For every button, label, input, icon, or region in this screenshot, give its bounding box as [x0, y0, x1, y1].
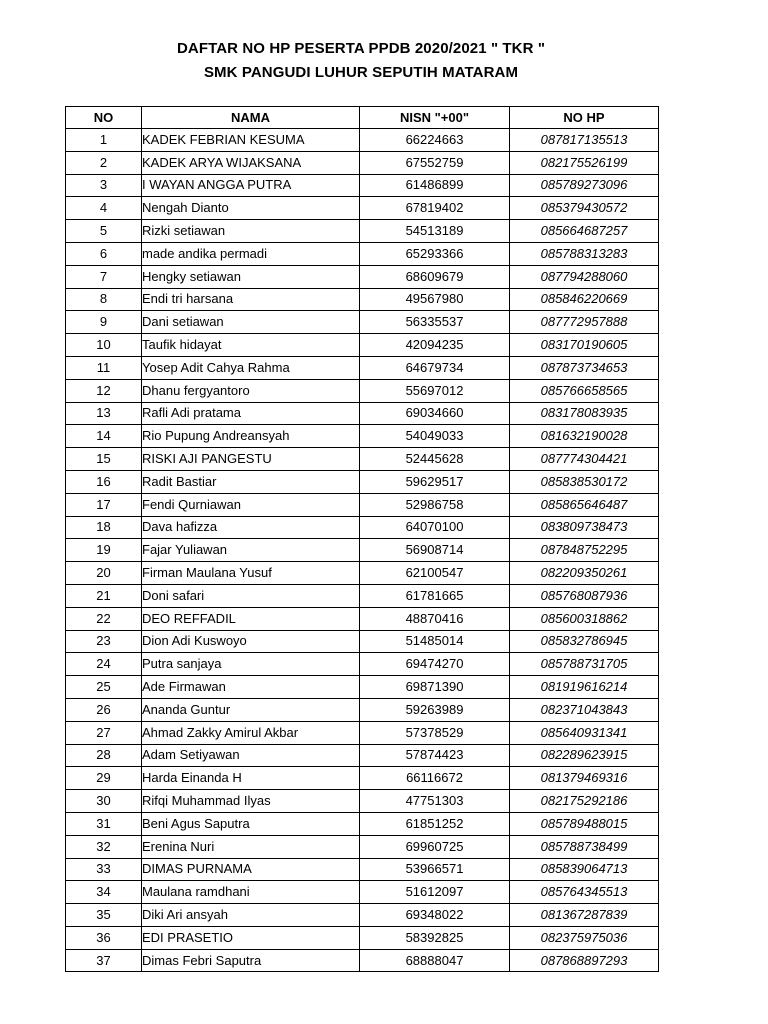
document-title-line-2: SMK PANGUDI LUHUR SEPUTIH MATARAM [203, 64, 519, 81]
table-row [66, 129, 659, 152]
cell-nisn: 56908714 [360, 539, 510, 562]
cell-nama: Taufik hidayat [142, 334, 360, 357]
cell-no: 4 [66, 197, 142, 220]
table-body [66, 129, 659, 972]
cell-no-hp: 085664687257 [510, 220, 659, 243]
table-row [66, 562, 659, 585]
table-row [66, 334, 659, 357]
cell-no-hp: 082209350261 [510, 562, 659, 585]
cell-nisn: 61486899 [360, 174, 510, 197]
cell-nama: Fendi Qurniawan [142, 493, 360, 516]
cell-no-hp: 085789488015 [510, 812, 659, 835]
cell-no: 7 [66, 265, 142, 288]
cell-no: 34 [66, 881, 142, 904]
cell-nisn: 65293366 [360, 242, 510, 265]
cell-no: 26 [66, 698, 142, 721]
cell-nama: Doni safari [142, 584, 360, 607]
cell-nama: Beni Agus Saputra [142, 812, 360, 835]
cell-no: 20 [66, 562, 142, 585]
cell-no: 5 [66, 220, 142, 243]
cell-nama: Hengky setiawan [142, 265, 360, 288]
cell-no: 14 [66, 425, 142, 448]
cell-nama: Dimas Febri Saputra [142, 949, 360, 972]
table-row [66, 220, 659, 243]
cell-no: 32 [66, 835, 142, 858]
cell-no-hp: 085838530172 [510, 470, 659, 493]
table-row [66, 493, 659, 516]
cell-no-hp: 085839064713 [510, 858, 659, 881]
cell-no: 18 [66, 516, 142, 539]
cell-nisn: 54513189 [360, 220, 510, 243]
cell-no-hp: 085865646487 [510, 493, 659, 516]
cell-nisn: 68609679 [360, 265, 510, 288]
cell-nisn: 67819402 [360, 197, 510, 220]
cell-nama: Diki Ari ansyah [142, 904, 360, 927]
cell-nama: Nengah Dianto [142, 197, 360, 220]
cell-nama: Ananda Guntur [142, 698, 360, 721]
cell-no-hp: 085600318862 [510, 607, 659, 630]
cell-no-hp: 085766658565 [510, 379, 659, 402]
cell-nama: Adam Setiyawan [142, 744, 360, 767]
table-row [66, 881, 659, 904]
cell-no: 19 [66, 539, 142, 562]
table-row [66, 949, 659, 972]
cell-no-hp: 087772957888 [510, 311, 659, 334]
cell-nisn: 68888047 [360, 949, 510, 972]
cell-no: 36 [66, 926, 142, 949]
table-row [66, 790, 659, 813]
cell-no: 15 [66, 448, 142, 471]
cell-nisn: 64070100 [360, 516, 510, 539]
cell-no-hp: 083170190605 [510, 334, 659, 357]
cell-no: 12 [66, 379, 142, 402]
cell-nama: Harda Einanda H [142, 767, 360, 790]
cell-no: 24 [66, 653, 142, 676]
cell-nama: Yosep Adit Cahya Rahma [142, 356, 360, 379]
cell-nama: Rafli Adi pratama [142, 402, 360, 425]
cell-no: 6 [66, 242, 142, 265]
cell-nisn: 62100547 [360, 562, 510, 585]
cell-no: 17 [66, 493, 142, 516]
cell-nama: Putra sanjaya [142, 653, 360, 676]
cell-nisn: 61851252 [360, 812, 510, 835]
cell-nisn: 42094235 [360, 334, 510, 357]
cell-nama: KADEK ARYA WIJAKSANA [142, 151, 360, 174]
cell-no-hp: 087817135513 [510, 129, 659, 152]
cell-no-hp: 087848752295 [510, 539, 659, 562]
cell-nama: Fajar Yuliawan [142, 539, 360, 562]
cell-nisn: 57378529 [360, 721, 510, 744]
cell-nisn: 52445628 [360, 448, 510, 471]
cell-nama: Rifqi Muhammad Ilyas [142, 790, 360, 813]
cell-no: 29 [66, 767, 142, 790]
table-row [66, 288, 659, 311]
table-row [66, 516, 659, 539]
cell-no-hp: 085640931341 [510, 721, 659, 744]
cell-no-hp: 082175526199 [510, 151, 659, 174]
cell-nisn: 56335537 [360, 311, 510, 334]
cell-nisn: 67552759 [360, 151, 510, 174]
cell-nisn: 53966571 [360, 858, 510, 881]
table-row [66, 676, 659, 699]
cell-no-hp: 081919616214 [510, 676, 659, 699]
cell-no-hp: 085832786945 [510, 630, 659, 653]
cell-nisn: 69474270 [360, 653, 510, 676]
cell-nama: DIMAS PURNAMA [142, 858, 360, 881]
cell-nama: Endi tri harsana [142, 288, 360, 311]
cell-no: 23 [66, 630, 142, 653]
cell-nama: Ade Firmawan [142, 676, 360, 699]
cell-no-hp: 085788313283 [510, 242, 659, 265]
cell-nisn: 59263989 [360, 698, 510, 721]
cell-no: 9 [66, 311, 142, 334]
cell-nisn: 69871390 [360, 676, 510, 699]
table-row [66, 835, 659, 858]
header-nama: NAMA [142, 107, 360, 129]
table-row [66, 630, 659, 653]
cell-nisn: 57874423 [360, 744, 510, 767]
table-row [66, 539, 659, 562]
table-row [66, 151, 659, 174]
table-row [66, 812, 659, 835]
table-row [66, 265, 659, 288]
cell-nisn: 51485014 [360, 630, 510, 653]
cell-nama: RISKI AJI PANGESTU [142, 448, 360, 471]
cell-no-hp: 087774304421 [510, 448, 659, 471]
cell-no-hp: 087873734653 [510, 356, 659, 379]
cell-nama: EDI PRASETIO [142, 926, 360, 949]
header-nisn: NISN "+00" [360, 107, 510, 129]
table-row [66, 858, 659, 881]
cell-no-hp: 085788731705 [510, 653, 659, 676]
cell-no-hp: 081367287839 [510, 904, 659, 927]
cell-nama: Firman Maulana Yusuf [142, 562, 360, 585]
table-row [66, 607, 659, 630]
cell-nama: Erenina Nuri [142, 835, 360, 858]
cell-nama: DEO REFFADIL [142, 607, 360, 630]
table-row [66, 653, 659, 676]
cell-nisn: 47751303 [360, 790, 510, 813]
cell-nisn: 69034660 [360, 402, 510, 425]
cell-no-hp: 085788738499 [510, 835, 659, 858]
table-row [66, 926, 659, 949]
cell-nisn: 59629517 [360, 470, 510, 493]
table-row [66, 698, 659, 721]
table-row [66, 379, 659, 402]
cell-no: 11 [66, 356, 142, 379]
cell-nisn: 55697012 [360, 379, 510, 402]
cell-nama: Dava hafizza [142, 516, 360, 539]
participant-phone-table [65, 106, 659, 972]
cell-nama: Radit Bastiar [142, 470, 360, 493]
cell-nama: made andika permadi [142, 242, 360, 265]
table-row [66, 425, 659, 448]
cell-nama: Ahmad Zakky Amirul Akbar [142, 721, 360, 744]
cell-no: 10 [66, 334, 142, 357]
cell-no-hp: 085768087936 [510, 584, 659, 607]
cell-nisn: 69960725 [360, 835, 510, 858]
cell-no-hp: 083178083935 [510, 402, 659, 425]
cell-no: 37 [66, 949, 142, 972]
cell-nama: Rio Pupung Andreansyah [142, 425, 360, 448]
cell-no: 33 [66, 858, 142, 881]
cell-no: 35 [66, 904, 142, 927]
cell-no-hp: 085789273096 [510, 174, 659, 197]
table-row [66, 242, 659, 265]
cell-no: 2 [66, 151, 142, 174]
table-row [66, 311, 659, 334]
cell-no-hp: 081379469316 [510, 767, 659, 790]
cell-nisn: 54049033 [360, 425, 510, 448]
cell-nisn: 49567980 [360, 288, 510, 311]
cell-no: 3 [66, 174, 142, 197]
cell-no-hp: 085379430572 [510, 197, 659, 220]
cell-no-hp: 082375975036 [510, 926, 659, 949]
cell-nisn: 58392825 [360, 926, 510, 949]
table-row [66, 904, 659, 927]
cell-nisn: 52986758 [360, 493, 510, 516]
table-row [66, 174, 659, 197]
cell-nama: I WAYAN ANGGA PUTRA [142, 174, 360, 197]
cell-no: 25 [66, 676, 142, 699]
cell-no: 22 [66, 607, 142, 630]
table-row [66, 470, 659, 493]
cell-no: 27 [66, 721, 142, 744]
table-row [66, 744, 659, 767]
cell-nisn: 61781665 [360, 584, 510, 607]
cell-no-hp: 083809738473 [510, 516, 659, 539]
cell-nisn: 66116672 [360, 767, 510, 790]
table-row [66, 356, 659, 379]
cell-no-hp: 081632190028 [510, 425, 659, 448]
cell-no-hp: 085846220669 [510, 288, 659, 311]
header-no-hp: NO HP [510, 107, 659, 129]
table-row [66, 402, 659, 425]
cell-nama: Rizki setiawan [142, 220, 360, 243]
table-row [66, 448, 659, 471]
cell-no: 28 [66, 744, 142, 767]
cell-no-hp: 082371043843 [510, 698, 659, 721]
cell-nisn: 69348022 [360, 904, 510, 927]
cell-no: 8 [66, 288, 142, 311]
cell-nisn: 66224663 [360, 129, 510, 152]
cell-no: 21 [66, 584, 142, 607]
cell-no: 1 [66, 129, 142, 152]
header-no: NO [66, 107, 142, 129]
cell-nama: Dion Adi Kuswoyo [142, 630, 360, 653]
table-row [66, 721, 659, 744]
cell-nama: Dani setiawan [142, 311, 360, 334]
cell-nama: KADEK FEBRIAN KESUMA [142, 129, 360, 152]
cell-no-hp: 085764345513 [510, 881, 659, 904]
cell-nisn: 51612097 [360, 881, 510, 904]
table-header-row [66, 107, 659, 129]
cell-no: 31 [66, 812, 142, 835]
cell-nisn: 64679734 [360, 356, 510, 379]
cell-no: 16 [66, 470, 142, 493]
document-title-line-1: DAFTAR NO HP PESERTA PPDB 2020/2021 " TKR " [176, 40, 546, 57]
table-row [66, 767, 659, 790]
table-row [66, 197, 659, 220]
cell-no-hp: 082175292186 [510, 790, 659, 813]
cell-no-hp: 082289623915 [510, 744, 659, 767]
table-row [66, 584, 659, 607]
cell-nama: Maulana ramdhani [142, 881, 360, 904]
cell-no: 13 [66, 402, 142, 425]
cell-nisn: 48870416 [360, 607, 510, 630]
cell-no: 30 [66, 790, 142, 813]
cell-no-hp: 087794288060 [510, 265, 659, 288]
cell-no-hp: 087868897293 [510, 949, 659, 972]
cell-nama: Dhanu fergyantoro [142, 379, 360, 402]
